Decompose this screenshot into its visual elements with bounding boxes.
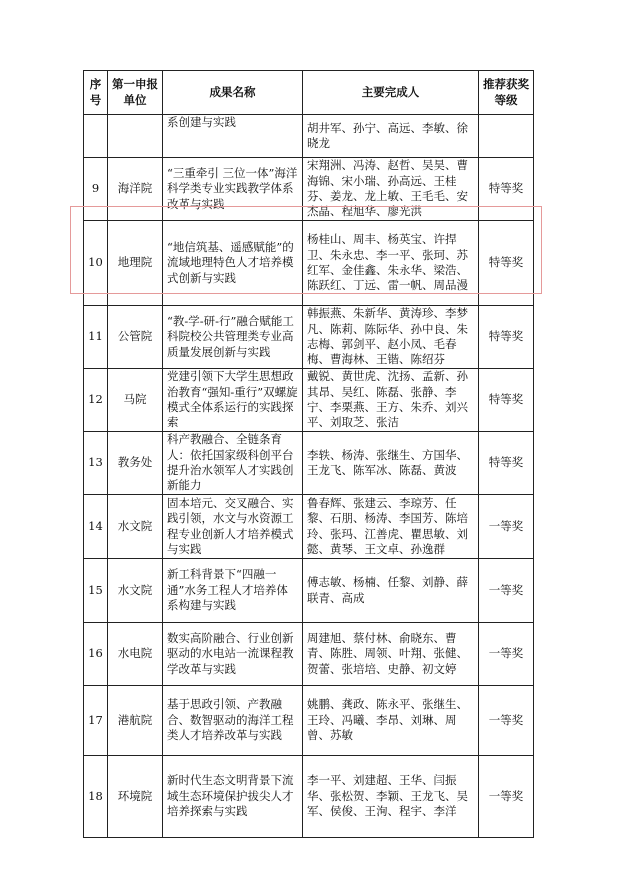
row-no: 17	[84, 686, 108, 756]
row-no: 12	[84, 369, 108, 432]
row-people: 傅志敏、杨楠、任黎、刘静、薛联青、高成	[303, 559, 479, 623]
row-title: 系创建与实践	[163, 115, 303, 158]
table-row	[84, 221, 534, 306]
row-no: 10	[84, 221, 108, 306]
awards-table	[83, 70, 534, 838]
table-row	[84, 115, 534, 158]
table-row	[84, 158, 534, 221]
row-people: 韩振燕、朱新华、黄涛珍、李梦凡、陈莉、陈际华、孙中良、朱志梅、郭剑平、赵小凤、毛春梅、曹海林、王锴、陈绍芬	[303, 306, 479, 369]
row-people: 鲁春辉、张建云、李琼芳、任黎、石朋、杨涛、李国芳、陈培玲、张玛、江善虎、瞿思敏、刘懿、黄琴、王文卓、孙逸群	[303, 495, 479, 559]
row-grade: 特等奖	[479, 432, 534, 495]
table-row	[84, 432, 534, 495]
row-people: 戴锐、黄世虎、沈扬、孟新、孙其昂、吴红、陈磊、张静、李宁、李栗燕、王方、朱乔、刘兴平、刘取芝、张洁	[303, 369, 479, 432]
table-row	[84, 559, 534, 623]
row-no: 11	[84, 306, 108, 369]
row-unit: 马院	[108, 369, 163, 432]
row-title: 新工科背景下“四融一通”水务工程人才培养体系构建与实践	[163, 559, 303, 623]
row-grade	[479, 115, 534, 158]
row-title: “地信筑基、遥感赋能”的流域地理特色人才培养模式创新与实践	[163, 221, 303, 306]
row-grade: 一等奖	[479, 623, 534, 686]
row-grade: 特等奖	[479, 221, 534, 306]
table-row	[84, 623, 534, 686]
row-unit: 水文院	[108, 495, 163, 559]
row-title: “教-学-研-行”融合赋能工科院校公共管理类专业高质量发展创新与实践	[163, 306, 303, 369]
row-grade: 一等奖	[479, 756, 534, 838]
row-grade: 特等奖	[479, 369, 534, 432]
header-unit: 第一申报单位	[108, 71, 163, 115]
row-unit: 地理院	[108, 221, 163, 306]
row-no: 13	[84, 432, 108, 495]
row-grade: 一等奖	[479, 686, 534, 756]
row-people: 周建旭、蔡付林、俞晓东、曹青、陈胜、周领、叶翔、张健、贺蕾、张培培、史静、初文婷	[303, 623, 479, 686]
table-row	[84, 756, 534, 838]
row-people: 杨桂山、周丰、杨英宝、许捍卫、朱永忠、李一平、张珂、苏红军、金佳鑫、朱永华、梁浩、陈跃红、丁远、雷一帆、周品漫	[303, 221, 479, 306]
row-people: 姚鹏、龚政、陈永平、张继生、王玲、冯曦、李昂、刘琳、周曾、苏敏	[303, 686, 479, 756]
row-title: 数实高阶融合、行业创新驱动的水电站一流课程教学改革与实践	[163, 623, 303, 686]
header-grade: 推荐获奖等级	[479, 71, 534, 115]
row-grade: 一等奖	[479, 559, 534, 623]
table-row	[84, 686, 534, 756]
row-no: 18	[84, 756, 108, 838]
row-title: 新时代生态文明背景下流域生态环境保护拔尖人才培养探索与实践	[163, 756, 303, 838]
row-people: 宋翔洲、冯涛、赵哲、吴昊、曹海锦、宋小瑞、孙高远、王桂芬、姜龙、龙上敏、王毛毛、安杰晶、程旭华、廖光洪	[303, 158, 479, 221]
row-people: 李轶、杨涛、张继生、方国华、王龙飞、陈军冰、陈磊、黄波	[303, 432, 479, 495]
row-grade: 特等奖	[479, 158, 534, 221]
row-grade: 特等奖	[479, 306, 534, 369]
row-unit: 教务处	[108, 432, 163, 495]
table-header-row	[84, 71, 534, 115]
row-people: 李一平、刘建超、王华、闫振华、张松贺、李颖、王龙飞、吴军、侯俊、王洵、程宇、李洋	[303, 756, 479, 838]
row-people: 胡井军、孙宁、高远、李敏、徐晓龙	[303, 115, 479, 158]
row-no: 16	[84, 623, 108, 686]
row-unit: 水文院	[108, 559, 163, 623]
row-unit: 环境院	[108, 756, 163, 838]
row-title: “三重牵引 三位一体”海洋科学类专业实践教学体系改革与实践	[163, 158, 303, 221]
row-no: 14	[84, 495, 108, 559]
row-no: 15	[84, 559, 108, 623]
header-people: 主要完成人	[303, 71, 479, 115]
row-title: 基于思政引领、产教融合、数智驱动的海洋工程类人才培养改革与实践	[163, 686, 303, 756]
row-unit: 公管院	[108, 306, 163, 369]
header-no: 序号	[84, 71, 108, 115]
row-title: 固本培元、交叉融合、实践引领，水文与水资源工程专业创新人才培养模式与实践	[163, 495, 303, 559]
row-no	[84, 115, 108, 158]
row-unit: 海洋院	[108, 158, 163, 221]
table-row	[84, 369, 534, 432]
row-no: 9	[84, 158, 108, 221]
header-title: 成果名称	[163, 71, 303, 115]
row-unit: 港航院	[108, 686, 163, 756]
row-title: 党建引领下大学生思想政治教育“强知-重行”双螺旋模式全体系运行的实践探索	[163, 369, 303, 432]
table-row	[84, 306, 534, 369]
row-title: 科产教融合、全链条育人：依托国家级科创平台提升治水领军人才实践创新能力	[163, 432, 303, 495]
table-row	[84, 495, 534, 559]
row-grade: 一等奖	[479, 495, 534, 559]
row-unit: 水电院	[108, 623, 163, 686]
row-unit	[108, 115, 163, 158]
